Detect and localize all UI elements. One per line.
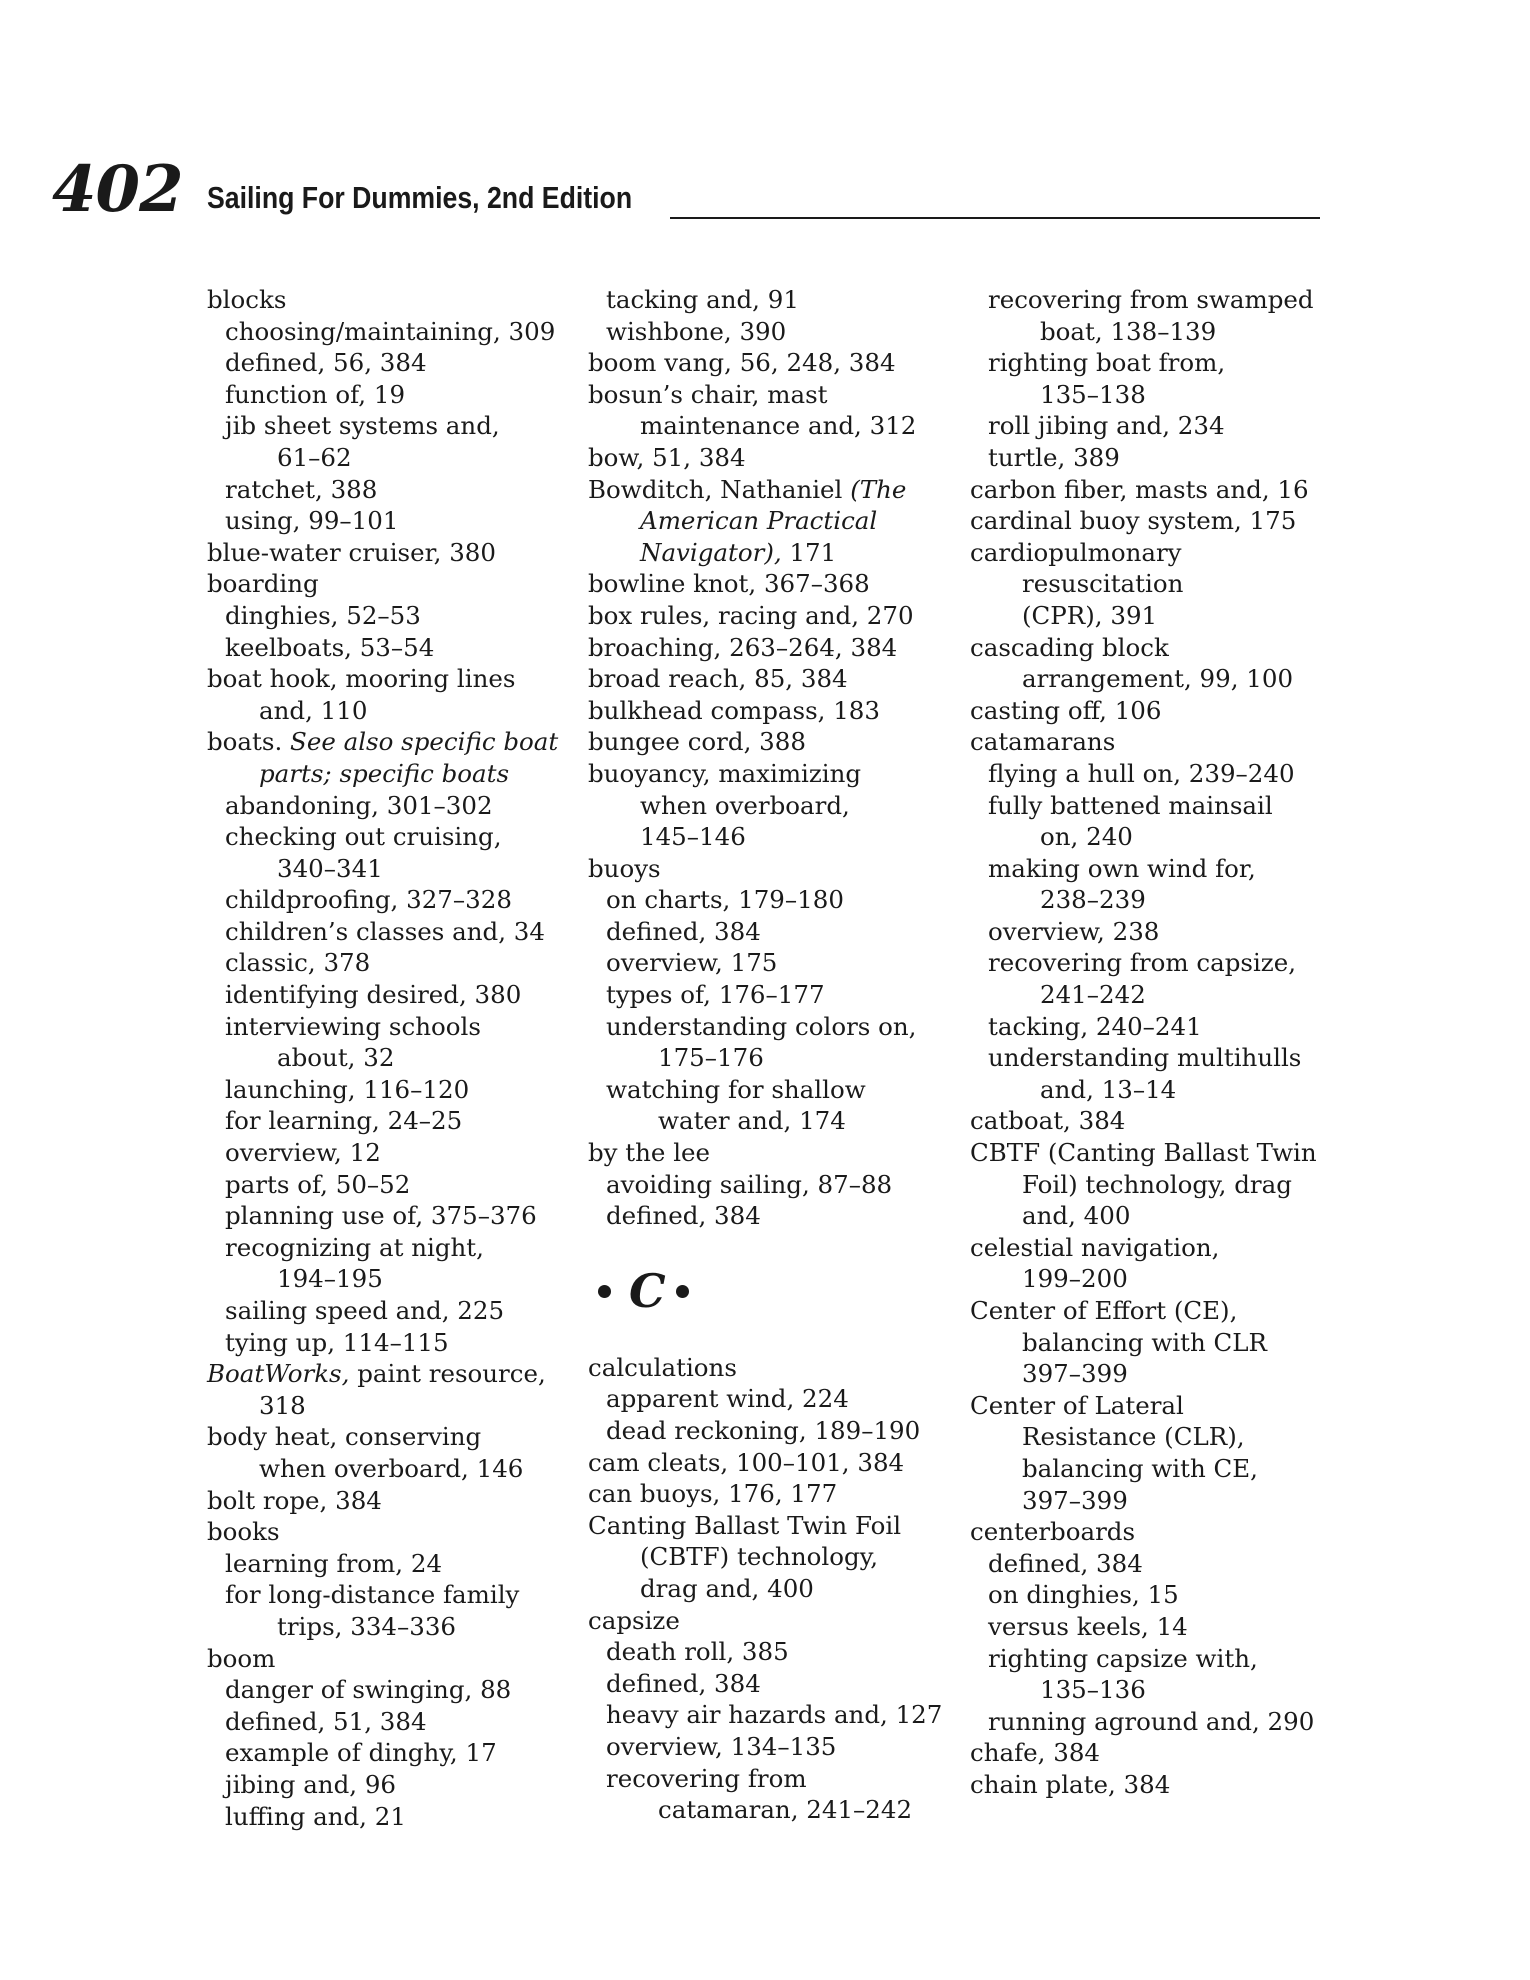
entry-text: overview, 238 — [988, 916, 1160, 946]
entry-text: death roll, 385 — [606, 1637, 789, 1667]
index-subentry — [970, 284, 1350, 347]
entry-text: paint resource, 318 — [259, 1359, 546, 1420]
entry-text: children’s classes and, 34 — [225, 916, 545, 946]
entry-text: jibing and, 96 — [225, 1769, 397, 1799]
entry-text: recovering from swamped boat, 138–139 — [988, 285, 1314, 346]
entry-text: flying a hull on, 239–240 — [988, 758, 1295, 788]
entry-text: boom — [207, 1643, 276, 1673]
index-subentry — [970, 1011, 1350, 1043]
index-entry — [207, 726, 587, 789]
entry-italic-text: (The American Practical Navigator), — [640, 474, 907, 567]
index-subentry — [207, 1579, 587, 1642]
index-subentry — [207, 790, 587, 822]
entry-text: Center of Lateral Resistance (CLR), balancing with CE, 397–399 — [970, 1390, 1258, 1515]
index-subentry — [970, 947, 1350, 1010]
entry-text: for learning, 24–25 — [225, 1106, 463, 1136]
running-title: Sailing For Dummies, 2nd Edition — [207, 180, 633, 215]
index-entry — [588, 1478, 968, 1510]
entry-text: Bowditch, Nathaniel — [588, 474, 851, 504]
index-entry — [588, 1510, 968, 1605]
index-subentry — [588, 1011, 968, 1074]
index-subentry — [207, 505, 587, 537]
index-entry — [588, 568, 968, 600]
entry-text: function of, 19 — [225, 379, 406, 409]
index-entry — [207, 284, 587, 316]
index-entry — [970, 1137, 1350, 1232]
index-subentry — [588, 1200, 968, 1232]
entry-text: bowline knot, 367–368 — [588, 569, 870, 599]
entry-text: sailing speed and, 225 — [225, 1296, 505, 1325]
index-entry — [207, 568, 587, 600]
index-entry — [970, 1390, 1350, 1516]
index-entry — [588, 600, 968, 632]
index-entry — [970, 505, 1350, 537]
index-subentry — [588, 284, 968, 316]
index-entry — [588, 347, 968, 379]
entry-text: bow, 51, 384 — [588, 442, 746, 472]
entry-text: childproofing, 327–328 — [225, 885, 512, 915]
index-entry — [207, 663, 587, 726]
entry-text: checking out cruising, 340–341 — [225, 822, 502, 883]
entry-text: danger of swinging, 88 — [225, 1675, 512, 1705]
entry-text: broad reach, 85, 384 — [588, 664, 848, 694]
index-entry — [207, 1516, 587, 1548]
entry-text: cam cleats, 100–101, 384 — [588, 1447, 905, 1477]
entry-text: running aground and, 290 — [988, 1706, 1315, 1736]
index-subentry — [970, 1548, 1350, 1580]
index-subentry — [970, 853, 1350, 916]
entry-text: dead reckoning, 189–190 — [606, 1416, 921, 1445]
index-subentry — [970, 1611, 1350, 1643]
index-subentry — [588, 316, 968, 348]
entry-text: learning from, 24 — [225, 1548, 443, 1578]
index-subentry — [970, 410, 1350, 442]
entry-text: defined, 384 — [606, 916, 761, 946]
entry-text: celestial navigation, 199–200 — [970, 1232, 1220, 1294]
index-subentry — [207, 1137, 587, 1169]
index-subentry — [588, 1415, 968, 1447]
index-entry — [588, 726, 968, 758]
index-subentry — [970, 347, 1350, 410]
index-column-2 — [588, 284, 968, 1826]
entry-text: apparent wind, 224 — [606, 1384, 849, 1414]
entry-text: chafe, 384 — [970, 1738, 1101, 1768]
entry-text: righting capsize with, 135–136 — [988, 1643, 1258, 1705]
entry-text: buoys — [588, 853, 661, 883]
entry-text: luffing and, 21 — [225, 1801, 406, 1831]
index-entry — [970, 632, 1350, 695]
entry-text: planning use of, 375–376 — [225, 1201, 537, 1231]
entry-text: bolt rope, 384 — [207, 1485, 382, 1515]
bullet-dot — [598, 1285, 611, 1298]
index-subentry — [970, 1579, 1350, 1611]
index-subentry — [207, 316, 587, 348]
entry-text: Center of Effort (CE), balancing with CLR 397–399 — [970, 1296, 1267, 1389]
entry-text: watching for shallow water and, 174 — [606, 1074, 866, 1136]
index-entry — [970, 1769, 1350, 1801]
entry-text: blue-water cruiser, 380 — [207, 537, 496, 567]
entry-italic-text: See also specific boat parts; specific boats — [259, 727, 559, 788]
entry-text: carbon fiber, masts and, 16 — [970, 474, 1309, 504]
index-entry — [970, 1737, 1350, 1769]
index-subentry — [588, 916, 968, 948]
entry-text: bulkhead compass, 183 — [588, 695, 880, 725]
index-subentry — [207, 1105, 587, 1137]
entry-text: dinghies, 52–53 — [225, 600, 421, 630]
entry-text: defined, 384 — [988, 1548, 1143, 1578]
index-entry — [588, 1447, 968, 1479]
index-subentry — [970, 758, 1350, 790]
index-subentry — [588, 1731, 968, 1763]
entry-text: understanding multihulls and, 13–14 — [988, 1043, 1302, 1104]
index-subentry — [207, 1769, 587, 1801]
entry-text: identifying desired, 380 — [225, 980, 522, 1010]
entry-text: Canting Ballast Twin Foil (CBTF) technology, drag and, 400 — [588, 1510, 902, 1603]
index-subentry — [207, 1327, 587, 1359]
entry-text: launching, 116–120 — [225, 1074, 470, 1104]
header-rule — [670, 217, 1320, 219]
index-subentry — [207, 884, 587, 916]
entry-text: boat hook, mooring lines and, 110 — [207, 664, 516, 725]
entry-text: defined, 51, 384 — [225, 1706, 427, 1736]
entry-italic-text: BoatWorks, — [207, 1359, 350, 1389]
index-entry — [970, 1295, 1350, 1390]
entry-text: recovering from capsize, 241–242 — [988, 948, 1296, 1010]
entry-text: by the lee — [588, 1138, 711, 1168]
entry-text: centerboards — [970, 1517, 1136, 1547]
entry-text: wishbone, 390 — [606, 316, 787, 346]
index-subentry — [588, 1074, 968, 1137]
entry-text: box rules, racing and, 270 — [588, 600, 914, 630]
index-entry — [588, 758, 968, 853]
index-subentry — [588, 947, 968, 979]
index-entry — [207, 1421, 587, 1484]
index-subentry — [207, 979, 587, 1011]
index-subentry — [207, 947, 587, 979]
index-subentry — [970, 1706, 1350, 1738]
index-entry — [970, 726, 1350, 758]
index-subentry — [207, 1674, 587, 1706]
entry-text: casting off, 106 — [970, 695, 1162, 725]
entry-text: CBTF (Canting Ballast Twin Foil) technology, drag and, 400 — [970, 1138, 1317, 1231]
entry-text: boom vang, 56, 248, 384 — [588, 348, 896, 378]
index-subentry — [207, 1232, 587, 1295]
index-entry — [588, 1137, 968, 1169]
index-subentry — [588, 1636, 968, 1668]
index-entry — [588, 632, 968, 664]
entry-text: capsize — [588, 1605, 680, 1635]
section-letter-heading — [588, 1232, 968, 1352]
index-subentry — [207, 632, 587, 664]
entry-text: recovering from catamaran, 241–242 — [606, 1763, 913, 1825]
entry-text: recognizing at night, 194–195 — [225, 1232, 484, 1294]
section-letter: C — [629, 1264, 666, 1319]
entry-text: using, 99–101 — [225, 506, 399, 536]
entry-text: can buoys, 176, 177 — [588, 1479, 838, 1509]
entry-text: fully battened mainsail on, 240 — [988, 790, 1273, 852]
index-entry — [588, 379, 968, 442]
index-subentry — [207, 347, 587, 379]
entry-text: defined, 56, 384 — [225, 348, 427, 378]
index-subentry — [207, 1295, 587, 1327]
index-entry — [970, 695, 1350, 727]
index-subentry — [588, 1763, 968, 1826]
index-entry — [588, 474, 968, 569]
index-subentry — [207, 1548, 587, 1580]
entry-text: overview, 175 — [606, 948, 778, 978]
entry-text: defined, 384 — [606, 1668, 761, 1698]
index-subentry — [207, 1169, 587, 1201]
entry-text: classic, 378 — [225, 948, 371, 978]
entry-text: types of, 176–177 — [606, 980, 825, 1010]
entry-text: blocks — [207, 285, 287, 314]
entry-text: jib sheet systems and, 61–62 — [225, 411, 500, 472]
entry-text: bungee cord, 388 — [588, 727, 806, 757]
index-subentry — [207, 1074, 587, 1106]
index-subentry — [970, 916, 1350, 948]
entry-text: cardiopulmonary resuscitation (CPR), 391 — [970, 537, 1184, 630]
entry-text: parts of, 50–52 — [225, 1169, 411, 1199]
entry-text: tacking, 240–241 — [988, 1011, 1202, 1041]
entry-text: body heat, conserving when overboard, 146 — [207, 1422, 524, 1483]
index-entry — [970, 1516, 1350, 1548]
entry-text: on dinghies, 15 — [988, 1580, 1179, 1610]
entry-text: understanding colors on, 175–176 — [606, 1011, 917, 1073]
bullet-dot — [676, 1285, 689, 1298]
entry-text: buoyancy, maximizing when overboard, 145–146 — [588, 758, 862, 852]
index-subentry — [207, 821, 587, 884]
entry-text: avoiding sailing, 87–88 — [606, 1169, 893, 1199]
index-subentry — [970, 1643, 1350, 1706]
index-subentry — [207, 1200, 587, 1232]
index-entry — [588, 853, 968, 885]
index-entry — [970, 537, 1350, 632]
index-subentry — [588, 1383, 968, 1415]
entry-text: tying up, 114–115 — [225, 1327, 449, 1357]
index-entry — [207, 1485, 587, 1517]
entry-text: overview, 12 — [225, 1138, 381, 1168]
entry-text: bosun’s chair, mast maintenance and, 312 — [588, 379, 917, 441]
index-subentry — [207, 379, 587, 411]
entry-text: boarding — [207, 569, 319, 599]
index-subentry — [588, 1169, 968, 1201]
entry-text: abandoning, 301–302 — [225, 790, 493, 820]
entry-text: books — [207, 1517, 280, 1547]
entry-text: calculations — [588, 1352, 737, 1382]
entry-text: turtle, 389 — [988, 442, 1120, 472]
entry-text: example of dinghy, 17 — [225, 1738, 497, 1768]
index-subentry — [588, 884, 968, 916]
index-entry — [588, 663, 968, 695]
index-subentry — [207, 600, 587, 632]
entry-text: righting boat from, 135–138 — [988, 348, 1226, 409]
index-subentry — [207, 1706, 587, 1738]
index-column-3 — [970, 284, 1350, 1801]
index-subentry — [207, 410, 587, 473]
entry-text: boats. — [207, 727, 291, 757]
entry-text: roll jibing and, 234 — [988, 411, 1225, 441]
index-entry — [588, 442, 968, 474]
entry-text: catamarans — [970, 727, 1116, 757]
index-subentry — [207, 474, 587, 506]
entry-text: keelboats, 53–54 — [225, 632, 435, 662]
entry-text: defined, 384 — [606, 1201, 761, 1231]
entry-page-ref: 171 — [781, 537, 837, 567]
index-entry — [588, 1352, 968, 1384]
index-entry — [207, 1643, 587, 1675]
index-subentry — [588, 1668, 968, 1700]
index-subentry — [970, 1042, 1350, 1105]
entry-text: on charts, 179–180 — [606, 885, 844, 915]
entry-text: tacking and, 91 — [606, 285, 799, 314]
entry-text: broaching, 263–264, 384 — [588, 632, 898, 662]
index-entry — [207, 1358, 587, 1421]
index-entry — [970, 1105, 1350, 1137]
entry-text: cascading block arrangement, 99, 100 — [970, 632, 1294, 694]
index-subentry — [970, 790, 1350, 853]
index-entry — [207, 537, 587, 569]
entry-text: chain plate, 384 — [970, 1769, 1171, 1799]
index-subentry — [588, 979, 968, 1011]
index-entry — [970, 474, 1350, 506]
index-subentry — [207, 1801, 587, 1833]
entry-text: choosing/maintaining, 309 — [225, 316, 556, 346]
index-subentry — [207, 1011, 587, 1074]
index-entry — [588, 695, 968, 727]
index-entry — [970, 1232, 1350, 1295]
index-subentry — [207, 916, 587, 948]
entry-text: interviewing schools about, 32 — [225, 1011, 481, 1073]
entry-text: catboat, 384 — [970, 1106, 1126, 1136]
index-subentry — [588, 1699, 968, 1731]
entry-text: making own wind for, 238–239 — [988, 853, 1256, 915]
entry-text: ratchet, 388 — [225, 474, 378, 504]
entry-text: for long-distance family trips, 334–336 — [225, 1580, 520, 1641]
index-entry — [588, 1605, 968, 1637]
entry-text: versus keels, 14 — [988, 1611, 1188, 1641]
index-subentry — [207, 1737, 587, 1769]
page-number: 402 — [52, 152, 183, 227]
entry-text: overview, 134–135 — [606, 1731, 837, 1761]
entry-text: heavy air hazards and, 127 — [606, 1700, 943, 1730]
index-subentry — [970, 442, 1350, 474]
entry-text: cardinal buoy system, 175 — [970, 506, 1297, 536]
index-column-1 — [207, 284, 587, 1832]
